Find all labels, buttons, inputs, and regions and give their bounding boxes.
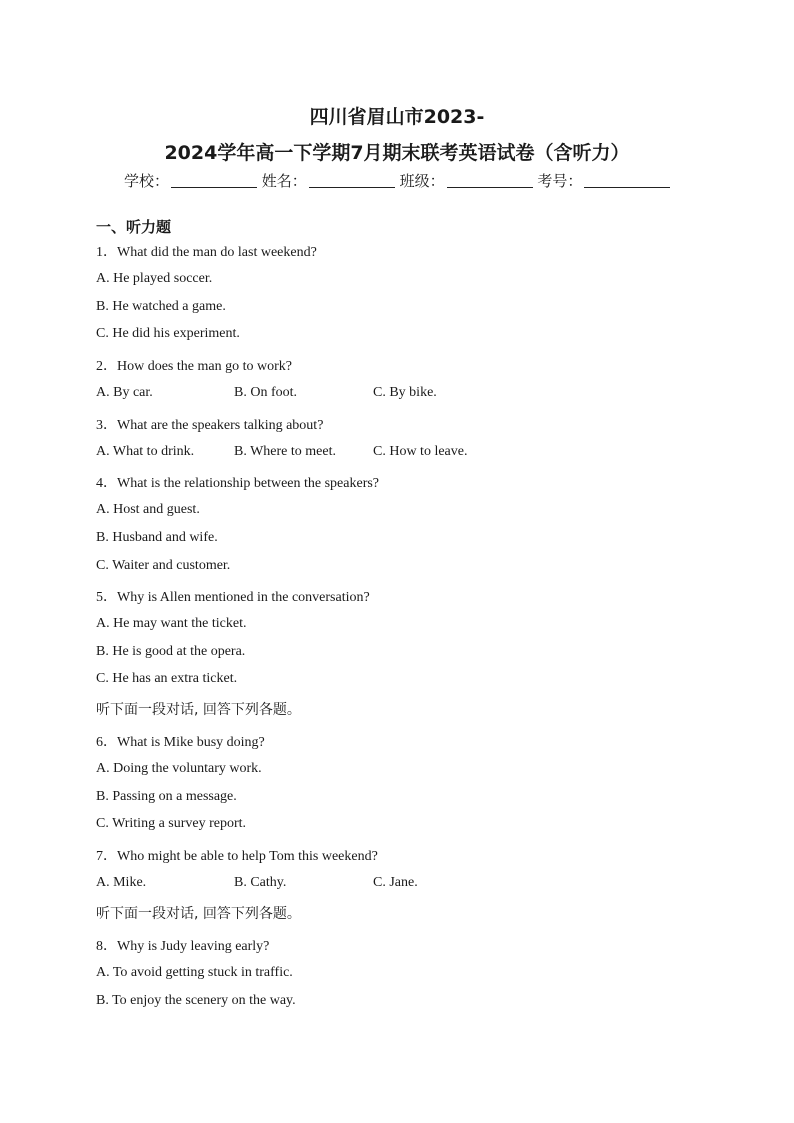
option-1b: B. He watched a game. xyxy=(96,299,226,314)
option-1a: A. He played soccer. xyxy=(96,271,213,286)
option-8b: B. To enjoy the scenery on the way. xyxy=(96,993,296,1008)
exam-title-line2: 2024学年高一下学期7月期末联考英语试卷（含听力） xyxy=(164,142,630,164)
option-4c: C. Waiter and customer. xyxy=(96,558,231,573)
option-3c: C. How to leave. xyxy=(373,444,468,459)
option-4a: A. Host and guest. xyxy=(96,502,200,517)
field-name-blank[interactable] xyxy=(309,173,395,188)
question-8: 8．Why is Judy leaving early? xyxy=(96,939,270,954)
option-6a: A. Doing the voluntary work. xyxy=(96,761,262,776)
field-id-blank[interactable] xyxy=(584,173,670,188)
field-name-label: 姓名： xyxy=(261,172,307,190)
option-7b: B. Cathy. xyxy=(234,875,287,890)
student-info-row xyxy=(124,170,670,191)
option-4b: B. Husband and wife. xyxy=(96,530,218,545)
option-3b: B. Where to meet. xyxy=(234,444,336,459)
instruction-2: 听下面一段对话, 回答下列各题。 xyxy=(96,906,301,922)
option-2b: B. On foot. xyxy=(234,385,297,400)
instruction-1: 听下面一段对话, 回答下列各题。 xyxy=(96,702,301,718)
exam-title-line1: 四川省眉山市2023- xyxy=(309,106,485,128)
option-5c: C. He has an extra ticket. xyxy=(96,671,238,686)
field-school-blank[interactable] xyxy=(171,173,257,188)
section-title: 一、听力题 xyxy=(96,218,172,236)
option-7c: C. Jane. xyxy=(373,875,418,890)
question-3: 3．What are the speakers talking about? xyxy=(96,418,324,433)
field-class-blank[interactable] xyxy=(447,173,533,188)
field-id-label: 考号： xyxy=(537,172,583,190)
option-2a: A. By car. xyxy=(96,385,153,400)
question-2: 2．How does the man go to work? xyxy=(96,359,292,374)
option-7a: A. Mike. xyxy=(96,875,147,890)
option-5b: B. He is good at the opera. xyxy=(96,644,246,659)
option-8a: A. To avoid getting stuck in traffic. xyxy=(96,965,293,980)
option-6b: B. Passing on a message. xyxy=(96,789,237,804)
option-1c: C. He did his experiment. xyxy=(96,326,240,341)
question-7: 7．Who might be able to help Tom this weekend? xyxy=(96,849,378,864)
option-5a: A. He may want the ticket. xyxy=(96,616,247,631)
question-6: 6．What is Mike busy doing? xyxy=(96,735,265,750)
option-2c: C. By bike. xyxy=(373,385,437,400)
question-5: 5．Why is Allen mentioned in the conversation? xyxy=(96,590,370,605)
question-4: 4．What is the relationship between the speakers? xyxy=(96,476,380,491)
option-6c: C. Writing a survey report. xyxy=(96,816,247,831)
field-class-label: 班级： xyxy=(399,172,445,190)
field-school-label: 学校： xyxy=(124,172,170,190)
option-3a: A. What to drink. xyxy=(96,444,195,459)
question-1: 1．What did the man do last weekend? xyxy=(96,245,317,260)
